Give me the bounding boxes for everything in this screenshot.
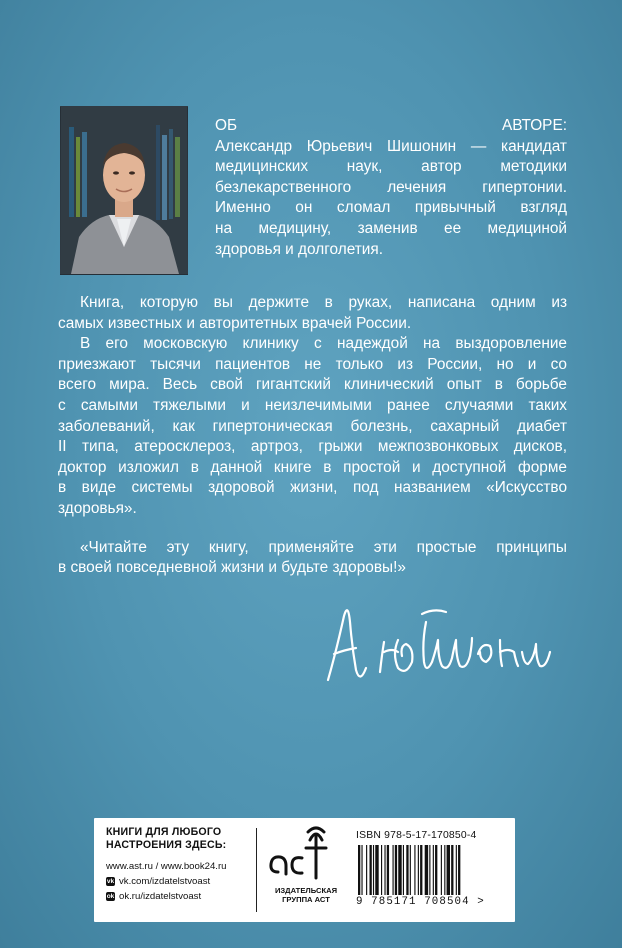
barcode-bar <box>361 845 362 895</box>
barcode-bar <box>366 845 367 895</box>
body-line: Книга, которую вы держите в руках, написана одним из <box>80 294 567 311</box>
body-line: II типа, атеросклероз, артроз, грыжи межпозвонковых дисков, <box>58 438 567 456</box>
body-line: здоровья». <box>58 499 137 517</box>
body-line: В его московскую клинику с надеждой на выздоровление <box>80 335 567 353</box>
barcode-bar <box>451 845 453 895</box>
body-line: самых известных и авторитетных врачей России. <box>58 314 412 332</box>
about-line: Именно он сломал привычный взгляд <box>215 199 567 217</box>
barcode-bar <box>358 845 360 895</box>
footer-left <box>106 826 251 904</box>
body-line: доктор изложил в данной книге в простой и доступной форме <box>58 458 567 476</box>
footer-title-line: КНИГИ ДЛЯ ЛЮБОГО <box>106 826 222 838</box>
isbn: ISBN 978-5-17-170850-4 <box>356 830 477 841</box>
barcode-bar <box>458 845 460 895</box>
barcode <box>356 845 506 895</box>
body-line: заболеваний, как гипертоническая болезнь, сахарный диабет <box>58 417 567 435</box>
footer-divider <box>256 828 257 912</box>
barcode-bar <box>384 845 385 895</box>
publisher-footer <box>94 818 515 922</box>
footer-title <box>106 826 251 852</box>
about-line: здоровья и долголетия. <box>215 240 384 258</box>
body-line: с самыми тяжелыми и неизлечимыми ранее случаями таких <box>58 396 567 414</box>
ok-link-text: ok.ru/izdatelstvoast <box>119 891 202 902</box>
barcode-bar <box>410 845 411 895</box>
author-signature <box>322 592 562 692</box>
vk-icon: vk <box>106 878 115 885</box>
barcode-bar <box>429 845 430 895</box>
description <box>58 293 567 579</box>
footer-title-line: НАСТРОЕНИЯ ЗДЕСЬ: <box>106 839 227 851</box>
author-photo <box>60 106 188 275</box>
vk-link[interactable] <box>106 874 251 889</box>
barcode-bar <box>395 845 397 895</box>
barcode-bar <box>456 845 457 895</box>
ast-logo-icon <box>264 824 348 884</box>
barcode-bar <box>398 845 401 895</box>
barcode-bar <box>403 845 404 895</box>
about-author <box>215 116 567 260</box>
footer-links <box>106 859 251 904</box>
barcode-bar <box>433 845 434 895</box>
about-line: безлекарственного лечения гипертонии. <box>215 178 567 196</box>
barcode-bar <box>441 845 442 895</box>
barcode-digits: 9 785171 708504 > <box>356 896 485 908</box>
ok-icon: ok <box>106 893 115 900</box>
barcode-bar <box>418 845 419 895</box>
about-line: Александр Юрьевич Шишонин — кандидат <box>215 137 567 155</box>
barcode-bar <box>406 845 408 895</box>
publisher-caption-line: ГРУППА АСТ <box>282 895 330 905</box>
barcode-bar <box>425 845 428 895</box>
barcode-bar <box>375 845 378 895</box>
barcode-bar <box>393 845 394 895</box>
barcode-bar <box>387 845 389 895</box>
vk-link-text: vk.com/izdatelstvoast <box>119 876 211 887</box>
barcode-bar <box>447 845 450 895</box>
about-line: ОБ АВТОРЕ: <box>215 117 567 134</box>
body-line: в виде системы здоровой жизни, под названием «Искусство <box>58 479 567 497</box>
ok-link[interactable] <box>106 889 251 904</box>
site-link[interactable]: www.ast.ru / www.book24.ru <box>106 861 227 872</box>
quote-line: «Читайте эту книгу, применяйте эти простые принципы <box>80 538 567 556</box>
barcode-bar <box>414 845 415 895</box>
body-line: всего мира. Весь свой гигантский клинический опыт в борьбе <box>58 376 567 394</box>
barcode-bar <box>444 845 445 895</box>
about-line: медицинских наук, автор методики <box>215 158 567 176</box>
publisher-caption-line: ИЗДАТЕЛЬСКАЯ <box>274 886 338 895</box>
barcode-bar <box>381 845 382 895</box>
quote-line: в своей повседневной жизни и будьте здоровы!» <box>58 559 406 577</box>
barcode-bar <box>373 845 374 895</box>
barcode-bar <box>420 845 422 895</box>
barcode-bar <box>435 845 437 895</box>
barcode-bar <box>370 845 372 895</box>
publisher-logo <box>264 824 348 916</box>
publisher-caption <box>264 886 348 905</box>
body-line: приезжают тысячи пациентов не только из России, но и со <box>58 355 567 373</box>
about-line: на медицину, заменив ее медициной <box>215 219 567 237</box>
